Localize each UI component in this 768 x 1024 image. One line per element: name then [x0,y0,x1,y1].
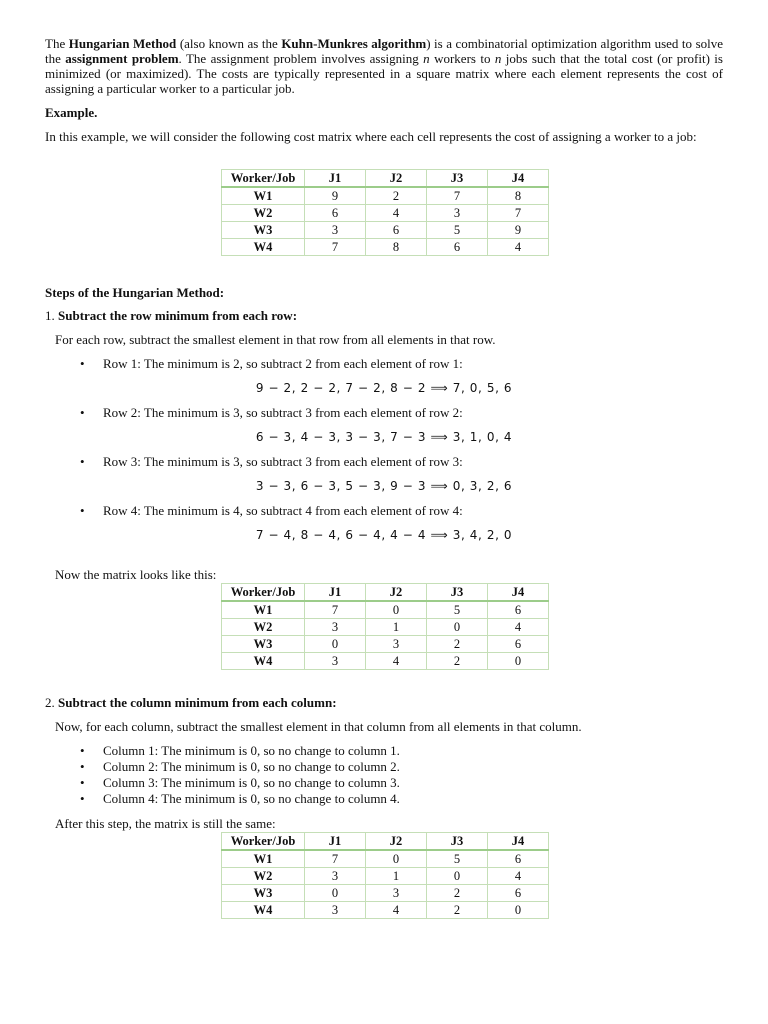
row-header: W2 [222,205,305,222]
table-cell: 4 [488,868,549,885]
column-header: J3 [427,584,488,602]
table-cell: 5 [427,850,488,868]
table-row [222,187,549,205]
step-2-after-text: After this step, the matrix is still the same: [55,816,276,831]
equation: 6 − 3, 4 − 3, 3 − 3, 7 − 3 ⟹ 3, 1, 0, 4 [255,430,513,444]
table-cell: 6 [488,885,549,902]
table-cell: 0 [488,902,549,919]
column-header: J4 [488,584,549,602]
table-cell: 0 [305,885,366,902]
table-cell: 9 [305,187,366,205]
term-assignment-problem: assignment problem [65,51,179,66]
table-cell: 6 [427,239,488,256]
table-cell: 6 [488,601,549,619]
example-heading: Example. [45,105,98,120]
row-header: W3 [222,636,305,653]
column-header: J4 [488,170,549,188]
table-cell: 7 [427,187,488,205]
table-row [222,885,549,902]
table-row [222,619,549,636]
table-cell: 9 [488,222,549,239]
step-1-after-text: Now the matrix looks like this: [55,567,217,582]
column-reduction-list [45,743,723,807]
table-cell: 6 [488,850,549,868]
intro-text: (also known as the [176,36,282,51]
table-header-row [222,170,549,188]
cost-matrix-original [221,169,549,256]
column-header: J2 [366,170,427,188]
table-cell: 0 [427,619,488,636]
row-header: W1 [222,850,305,868]
table-row [222,850,549,868]
table-cell: 6 [366,222,427,239]
column-header: Worker/Job [222,833,305,851]
intro-text: The [45,36,69,51]
list-item: • Column 4: The minimum is 0, so no change to column 4. [103,791,723,807]
column-header: Worker/Job [222,584,305,602]
table-cell: 2 [427,885,488,902]
column-header: Worker/Job [222,170,305,188]
row-header: W3 [222,885,305,902]
list-item: • Row 2: The minimum is 3, so subtract 3 from each element of row 2: [103,405,723,420]
equation: 3 − 3, 6 − 3, 5 − 3, 9 − 3 ⟹ 0, 3, 2, 6 [255,479,513,493]
table-cell: 0 [305,636,366,653]
equation: 9 − 2, 2 − 2, 7 − 2, 8 − 2 ⟹ 7, 0, 5, 6 [255,381,513,395]
table-row [222,601,549,619]
row-header: W4 [222,653,305,670]
table-cell: 0 [488,653,549,670]
column-header: J1 [305,170,366,188]
equation: 7 − 4, 8 − 4, 6 − 4, 4 − 4 ⟹ 3, 4, 2, 0 [255,528,513,542]
table-row [222,902,549,919]
table-cell: 8 [366,239,427,256]
row-reduction-list [45,356,723,543]
table-cell: 2 [427,653,488,670]
step-1-heading [45,308,723,323]
table-cell: 6 [305,205,366,222]
list-item: • Column 3: The minimum is 0, so no change to column 3. [103,775,723,791]
table-cell: 1 [366,619,427,636]
column-header: J2 [366,584,427,602]
step-title: Subtract the row minimum from each row: [58,308,298,323]
table-cell: 8 [488,187,549,205]
list-item: • Row 1: The minimum is 2, so subtract 2 from each element of row 1: [103,356,723,371]
row-header: W2 [222,619,305,636]
term-kuhn-munkres: Kuhn-Munkres algorithm [281,36,427,51]
table-cell: 7 [305,850,366,868]
list-item: • Column 2: The minimum is 0, so no change to column 2. [103,759,723,775]
list-item: • Column 1: The minimum is 0, so no change to column 1. [103,743,723,759]
table-header-row [222,584,549,602]
table-cell: 3 [305,619,366,636]
table-header-row [222,833,549,851]
row-header: W1 [222,187,305,205]
table-cell: 3 [305,868,366,885]
table-cell: 0 [366,601,427,619]
math-n: n [494,51,502,66]
table-row [222,636,549,653]
cost-matrix-row-reduced [221,583,549,670]
table-row [222,222,549,239]
column-header: J1 [305,833,366,851]
table-cell: 3 [305,222,366,239]
step-2-description: Now, for each column, subtract the smallest element in that column from all elements in that column. [55,719,582,734]
steps-heading: Steps of the Hungarian Method: [45,285,225,300]
intro-text: workers to [429,51,495,66]
table-row [222,239,549,256]
table-cell: 4 [488,239,549,256]
document-page [45,36,723,919]
table-cell: 4 [488,619,549,636]
table-cell: 3 [366,885,427,902]
step-1-description: For each row, subtract the smallest element in that row from all elements in that row. [55,332,496,347]
column-header: J3 [427,170,488,188]
table-cell: 7 [305,239,366,256]
table-cell: 2 [427,636,488,653]
cost-matrix-column-reduced [221,832,549,919]
table-row [222,868,549,885]
column-header: J2 [366,833,427,851]
table-cell: 2 [427,902,488,919]
table-cell: 3 [305,902,366,919]
intro-text: . The assignment problem involves assigning [178,51,424,66]
step-2-heading [45,695,723,710]
intro-text: jobs such that the total cost (or profit) is minimized (or maximized). The costs are typically represented in a square matrix where each element represents the cost of assigning a particular worker to a particular job. [45,51,723,96]
math-n: n [423,51,430,66]
column-header: J3 [427,833,488,851]
table-row [222,205,549,222]
table-cell: 5 [427,601,488,619]
step-title: Subtract the column minimum from each column: [58,695,337,710]
table-cell: 5 [427,222,488,239]
list-item: • Row 3: The minimum is 3, so subtract 3 from each element of row 3: [103,454,723,469]
table-cell: 2 [366,187,427,205]
table-cell: 3 [305,653,366,670]
table-cell: 0 [427,868,488,885]
column-header: J1 [305,584,366,602]
table-cell: 3 [427,205,488,222]
intro-paragraph [45,36,723,96]
table-cell: 4 [366,653,427,670]
row-header: W4 [222,239,305,256]
step-number: 2. [45,695,58,710]
intro-text: ) is a combinatorial optimization algorithm used to solve the [45,36,724,66]
list-item: • Row 4: The minimum is 4, so subtract 4 from each element of row 4: [103,503,723,518]
table-cell: 0 [366,850,427,868]
row-header: W3 [222,222,305,239]
table-row [222,653,549,670]
row-header: W2 [222,868,305,885]
table-cell: 7 [488,205,549,222]
row-header: W4 [222,902,305,919]
table-cell: 7 [305,601,366,619]
table-cell: 6 [488,636,549,653]
term-hungarian-method: Hungarian Method [68,36,177,51]
example-text: In this example, we will consider the following cost matrix where each cell represents the cost of assigning a worker to a job: [45,129,697,144]
table-cell: 4 [366,902,427,919]
table-cell: 1 [366,868,427,885]
table-cell: 3 [366,636,427,653]
step-number: 1. [45,308,58,323]
row-header: W1 [222,601,305,619]
column-header: J4 [488,833,549,851]
table-cell: 4 [366,205,427,222]
